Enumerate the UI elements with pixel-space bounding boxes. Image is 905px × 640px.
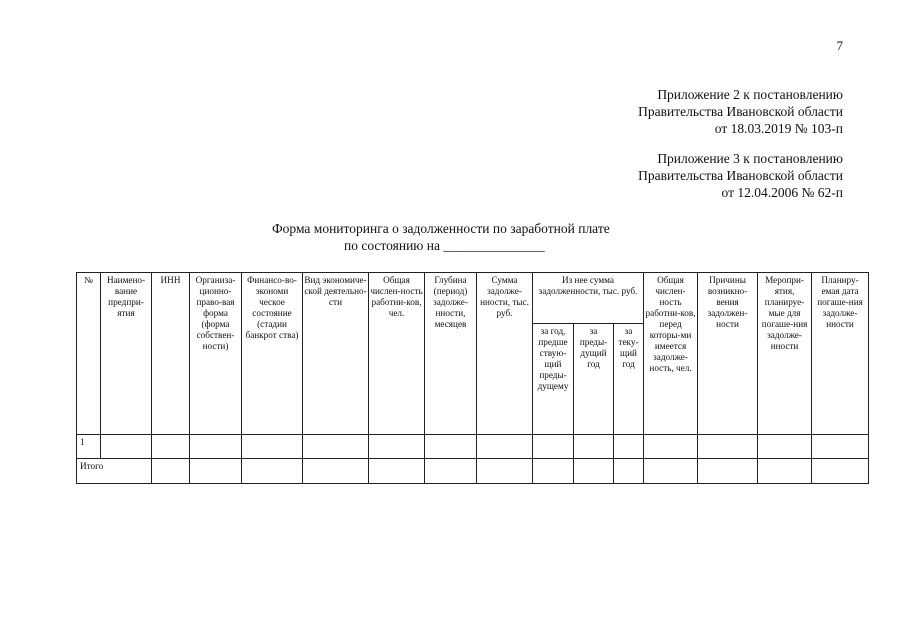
appendix-3-line1: Приложение 3 к постановлению <box>657 151 843 166</box>
total-cell-previous-year[interactable] <box>574 459 614 484</box>
header-inn: ИНН <box>152 273 190 435</box>
header-debt-employees: Общая числен-ность работни-ков, перед которы-ми имеется задолже-ность, чел. <box>644 273 698 435</box>
cell-current-year[interactable] <box>614 435 644 459</box>
cell-planned-date[interactable] <box>812 435 869 459</box>
header-year-before-previous: за год, предше ствую-щий преды-дущему <box>533 324 574 435</box>
header-enterprise-name: Наимено-вание предпри-ятия <box>101 273 152 435</box>
total-cell-financial-state[interactable] <box>242 459 303 484</box>
cell-reasons[interactable] <box>698 435 758 459</box>
header-row-1 <box>77 273 869 324</box>
form-title-line2: по состоянию на _______________ <box>344 238 545 253</box>
total-cell-employees[interactable] <box>369 459 425 484</box>
cell-employees[interactable] <box>369 435 425 459</box>
cell-measures[interactable] <box>758 435 812 459</box>
total-row <box>77 459 869 484</box>
total-cell-activity-type[interactable] <box>303 459 369 484</box>
header-num: № <box>77 273 101 435</box>
appendix-2-line1: Приложение 2 к постановлению <box>657 87 843 102</box>
cell-enterprise-name[interactable] <box>101 435 152 459</box>
total-cell-planned-date[interactable] <box>812 459 869 484</box>
appendix-3-line2: Правительства Ивановской области <box>638 168 843 183</box>
table-row <box>77 435 869 459</box>
cell-org-form[interactable] <box>190 435 242 459</box>
cell-debt-sum[interactable] <box>477 435 533 459</box>
cell-inn[interactable] <box>152 435 190 459</box>
cell-activity-type[interactable] <box>303 435 369 459</box>
total-cell-measures[interactable] <box>758 459 812 484</box>
row-number: 1 <box>77 435 101 459</box>
cell-previous-year[interactable] <box>574 435 614 459</box>
header-previous-year: за преды-дущий год <box>574 324 614 435</box>
header-debt-depth: Глубина (период) задолже-нности, месяцев <box>425 273 477 435</box>
appendix-2-line3: от 18.03.2019 № 103-п <box>714 121 843 136</box>
total-cell-current-year[interactable] <box>614 459 644 484</box>
cell-debt-depth[interactable] <box>425 435 477 459</box>
appendix-3-block <box>638 150 843 201</box>
cell-financial-state[interactable] <box>242 435 303 459</box>
header-planned-date: Планиру-емая дата погаше-ния задолже-нности <box>812 273 869 435</box>
total-cell-debt-depth[interactable] <box>425 459 477 484</box>
cell-year-before-previous[interactable] <box>533 435 574 459</box>
header-of-which: Из нее сумма задолженности, тыс. руб. <box>533 273 644 324</box>
cell-debt-employees[interactable] <box>644 435 698 459</box>
header-debt-sum: Сумма задолже-нности, тыс. руб. <box>477 273 533 435</box>
appendix-2-block <box>638 86 843 137</box>
header-financial-state: Финансо-во-экономи ческое состояние (стадии банкрот ства) <box>242 273 303 435</box>
header-reasons: Причины возникно-вения задолжен-ности <box>698 273 758 435</box>
header-employees: Общая числен-ность работни-ков, чел. <box>369 273 425 435</box>
total-cell-inn[interactable] <box>152 459 190 484</box>
appendix-3-line3: от 12.04.2006 № 62-п <box>721 185 843 200</box>
header-current-year: за теку-щий год <box>614 324 644 435</box>
total-label: Итого <box>77 459 152 484</box>
total-cell-debt-employees[interactable] <box>644 459 698 484</box>
total-cell-org-form[interactable] <box>190 459 242 484</box>
monitoring-table <box>76 272 869 484</box>
total-cell-debt-sum[interactable] <box>477 459 533 484</box>
header-activity-type: Вид экономиче-ской деятельно-сти <box>303 273 369 435</box>
total-cell-reasons[interactable] <box>698 459 758 484</box>
appendix-2-line2: Правительства Ивановской области <box>638 104 843 119</box>
page-number: 7 <box>836 38 843 53</box>
header-org-form: Организа-ционно-право-вая форма (форма собствен-ности) <box>190 273 242 435</box>
total-cell-year-before-previous[interactable] <box>533 459 574 484</box>
form-title-line1: Форма мониторинга о задолженности по заработной плате <box>272 221 610 236</box>
header-measures: Меропри-ятия, планируе-мые для погаше-ния задолже-нности <box>758 273 812 435</box>
